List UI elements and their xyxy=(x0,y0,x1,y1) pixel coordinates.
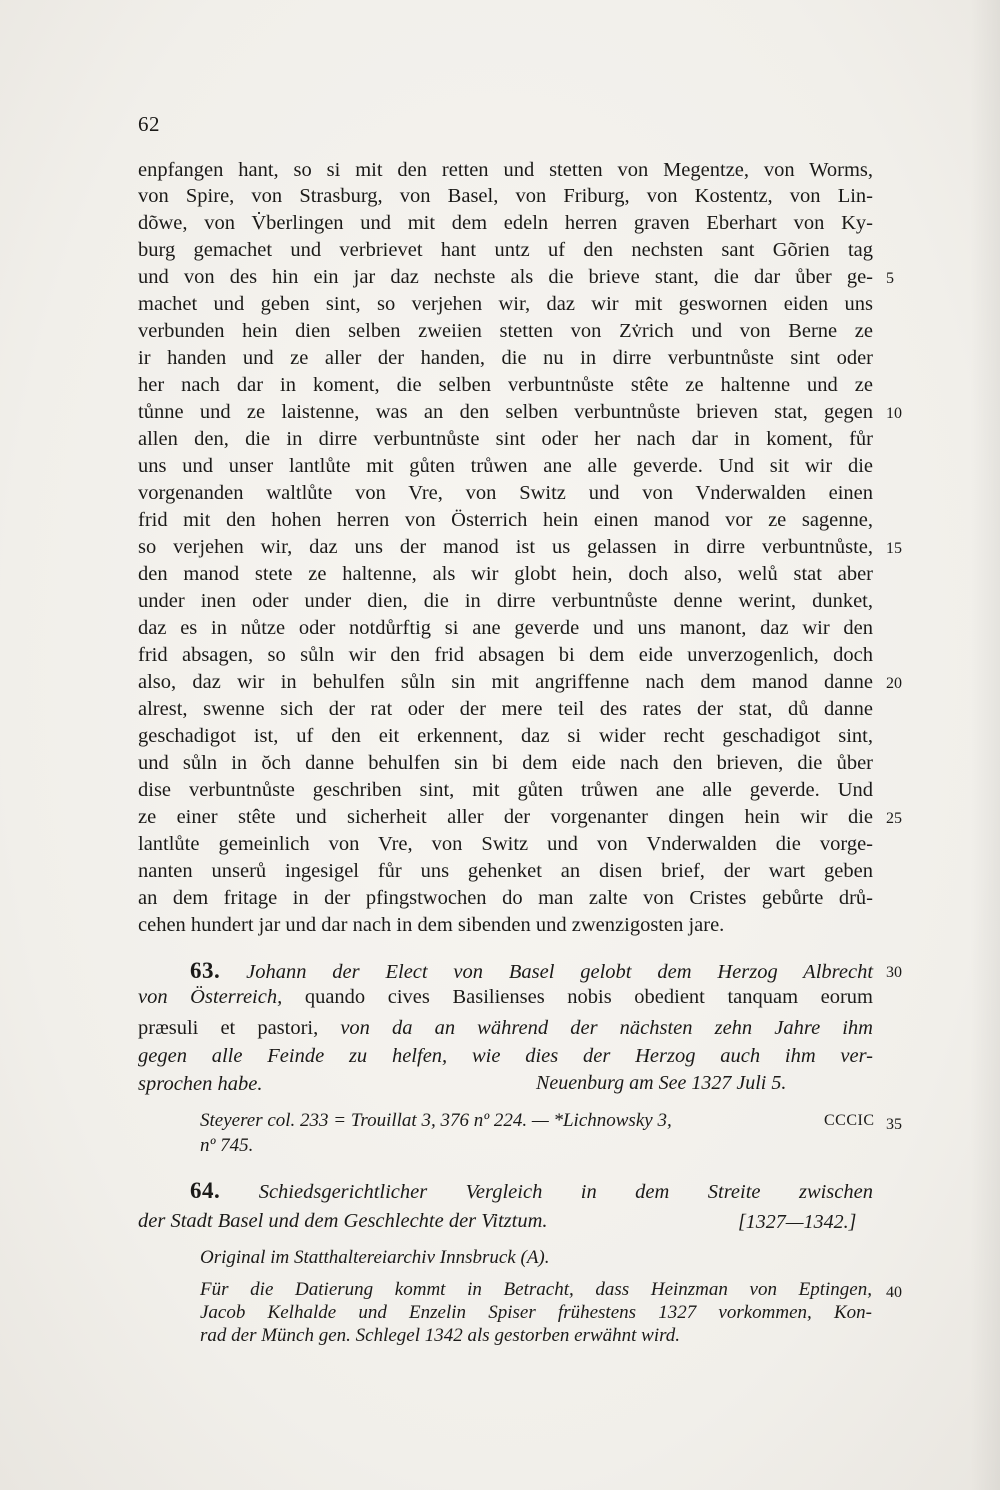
entry-64-date-note: Für die Datierung kommt in Betracht, dass Heinzman von Eptingen, xyxy=(200,1279,872,1300)
entry-63-source-note: Steyerer col. 233 = Trouillat 3, 376 nº 224. — *Lichnowsky 3, xyxy=(200,1110,672,1131)
text-line: allen den, die in dirre verbuntnůste sint oder her nach dar in koment, fůr xyxy=(138,428,873,450)
text-line: ir handen und ze aller der handen, die nu in dirre verbuntnůste sint oder xyxy=(138,347,873,369)
entry-number: 64. xyxy=(190,1178,221,1203)
text-line: vorgenanden waltlůte von Vre, von Switz und von Vnderwalden einen xyxy=(138,482,873,504)
entry-63-heading-line xyxy=(138,1015,873,1041)
entry-63-heading-line: gegen alle Feinde zu helfen, wie dies der Herzog auch ihm ver- xyxy=(138,1045,873,1067)
line-number: 40 xyxy=(886,1284,902,1301)
entry-latin-quote: præsuli et pastori, xyxy=(138,1017,341,1039)
line-number: 10 xyxy=(886,405,902,422)
text-line: den manod stete ze haltenne, als wir globt hein, doch also, welů stat aber xyxy=(138,563,873,585)
page-edge-shadow xyxy=(970,0,1000,1490)
text-line: und von des hin ein jar daz nechste als die brieve stant, die dar ůber ge- xyxy=(138,266,873,288)
entry-64-heading-line: der Stadt Basel und dem Geschlechte der Vitztum. xyxy=(138,1210,548,1232)
entry-63-dateline: Neuenburg am See 1327 Juli 5. xyxy=(536,1072,787,1094)
entry-63-heading-line xyxy=(138,984,873,1010)
text-line: also, daz wir in behulfen sůln sin mit angriffenne nach dem manod danne xyxy=(138,671,873,693)
text-line: enpfangen hant, so si mit den retten und stetten von Megentze, von Worms, xyxy=(138,159,873,181)
entry-64-date-note: Jacob Kelhalde und Enzelin Spiser frühestens 1327 vorkommen, Kon- xyxy=(200,1302,872,1323)
entry-64-date: [1327—1342.] xyxy=(738,1211,857,1233)
text-line: machet und geben sint, so verjehen wir, daz wir mit geswornen eiden uns xyxy=(138,293,873,315)
text-line: cehen hundert jar und dar nach in dem sibenden und zwenzigosten jare. xyxy=(138,914,725,936)
entry-63-heading xyxy=(138,958,873,984)
text-line: uns und unser lantlůte mit gůten trůwen ane alle geverde. Und sit wir die xyxy=(138,455,873,477)
entry-title: Schiedsgerichtlicher Vergleich in dem Streite zwischen xyxy=(258,1181,873,1203)
text-line: ze einer stête und sicherheit aller der vorgenanter dingen hein wir die xyxy=(138,806,873,828)
text-line: verbunden hein dien selben zweiien stetten von Zv̇rich und von Berne ze xyxy=(138,320,873,342)
text-line: under inen oder under dien, die in dirre verbuntnůste denne werint, dunket, xyxy=(138,590,873,612)
entry-63-source-note-roman: CCCIC xyxy=(824,1112,875,1129)
text-line: von Spire, von Strasburg, von Basel, von Friburg, von Kostentz, von Lin- xyxy=(138,185,873,207)
entry-number: 63. xyxy=(190,958,221,983)
line-number: 25 xyxy=(886,810,902,827)
text-line: geschadigot ist, uf den eit erkennent, daz si wider recht geschadigot sint, xyxy=(138,725,873,747)
text-line: dõwe, von V̇berlingen und mit dem edeln herren graven Eberhart von Ky- xyxy=(138,212,873,234)
text-line: und sůln in ŏch danne behulfen sin bi dem eide nach den brieven, die ůber xyxy=(138,752,873,774)
text-line: an dem fritage in der pfingstwochen do man zalte von Cristes gebůrte drů- xyxy=(138,887,873,909)
entry-64-source-note: Original im Statthaltereiarchiv Innsbruck (A). xyxy=(200,1247,550,1268)
entry-latin-quote: quando cives Basilienses nobis obedient tanquam eorum xyxy=(282,986,874,1008)
text-line: nanten unserů ingesigel fůr uns gehenket an disen brief, der wart geben xyxy=(138,860,873,882)
entry-title-part: von da an während der nächsten zehn Jahre ihm xyxy=(340,1017,873,1039)
entry-64-heading xyxy=(138,1178,873,1204)
line-number: 35 xyxy=(886,1116,902,1133)
line-number: 20 xyxy=(886,675,902,692)
text-line: dise verbuntnůste geschriben sint, mit gůten trůwen ane alle geverde. Und xyxy=(138,779,873,801)
text-line: tůnne und ze laistenne, was an den selben verbuntnůste brieven stat, gegen xyxy=(138,401,873,423)
text-line: daz es in nůtze oder notdůrftig si ane geverde und uns manont, daz wir den xyxy=(138,617,873,639)
entry-title-part: von Österreich, xyxy=(138,986,283,1008)
line-number: 5 xyxy=(886,270,894,287)
entry-64-date-note: rad der Münch gen. Schlegel 1342 als gestorben erwähnt wird. xyxy=(200,1325,681,1346)
text-line: lantlůte gemeinlich von Vre, von Switz und von Vnderwalden die vorge- xyxy=(138,833,873,855)
entry-63-source-note: nº 745. xyxy=(200,1135,254,1156)
text-line: alrest, swenne sich der rat oder der mere teil des rates der stat, dů danne xyxy=(138,698,873,720)
page-number: 62 xyxy=(138,112,160,136)
entry-63-heading-line: sprochen habe. xyxy=(138,1073,263,1095)
line-number: 30 xyxy=(886,964,902,981)
text-line: her nach dar in koment, die selben verbuntnůste stête ze haltenne und ze xyxy=(138,374,873,396)
text-line: frid mit den hohen herren von Österrich hein einen manod vor ze sagenne, xyxy=(138,509,873,531)
text-line: frid absagen, so sůln wir den frid absagen bi dem eide unverzogenlich, doch xyxy=(138,644,873,666)
text-line: burg gemachet und verbrievet hant untz uf den nechsten sant Gõrien tag xyxy=(138,239,873,261)
text-line: so verjehen wir, daz uns der manod ist us gelassen in dirre verbuntnůste, xyxy=(138,536,873,558)
line-number: 15 xyxy=(886,540,902,557)
entry-title: Johann der Elect von Basel gelobt dem Herzog Albrecht xyxy=(246,961,874,983)
